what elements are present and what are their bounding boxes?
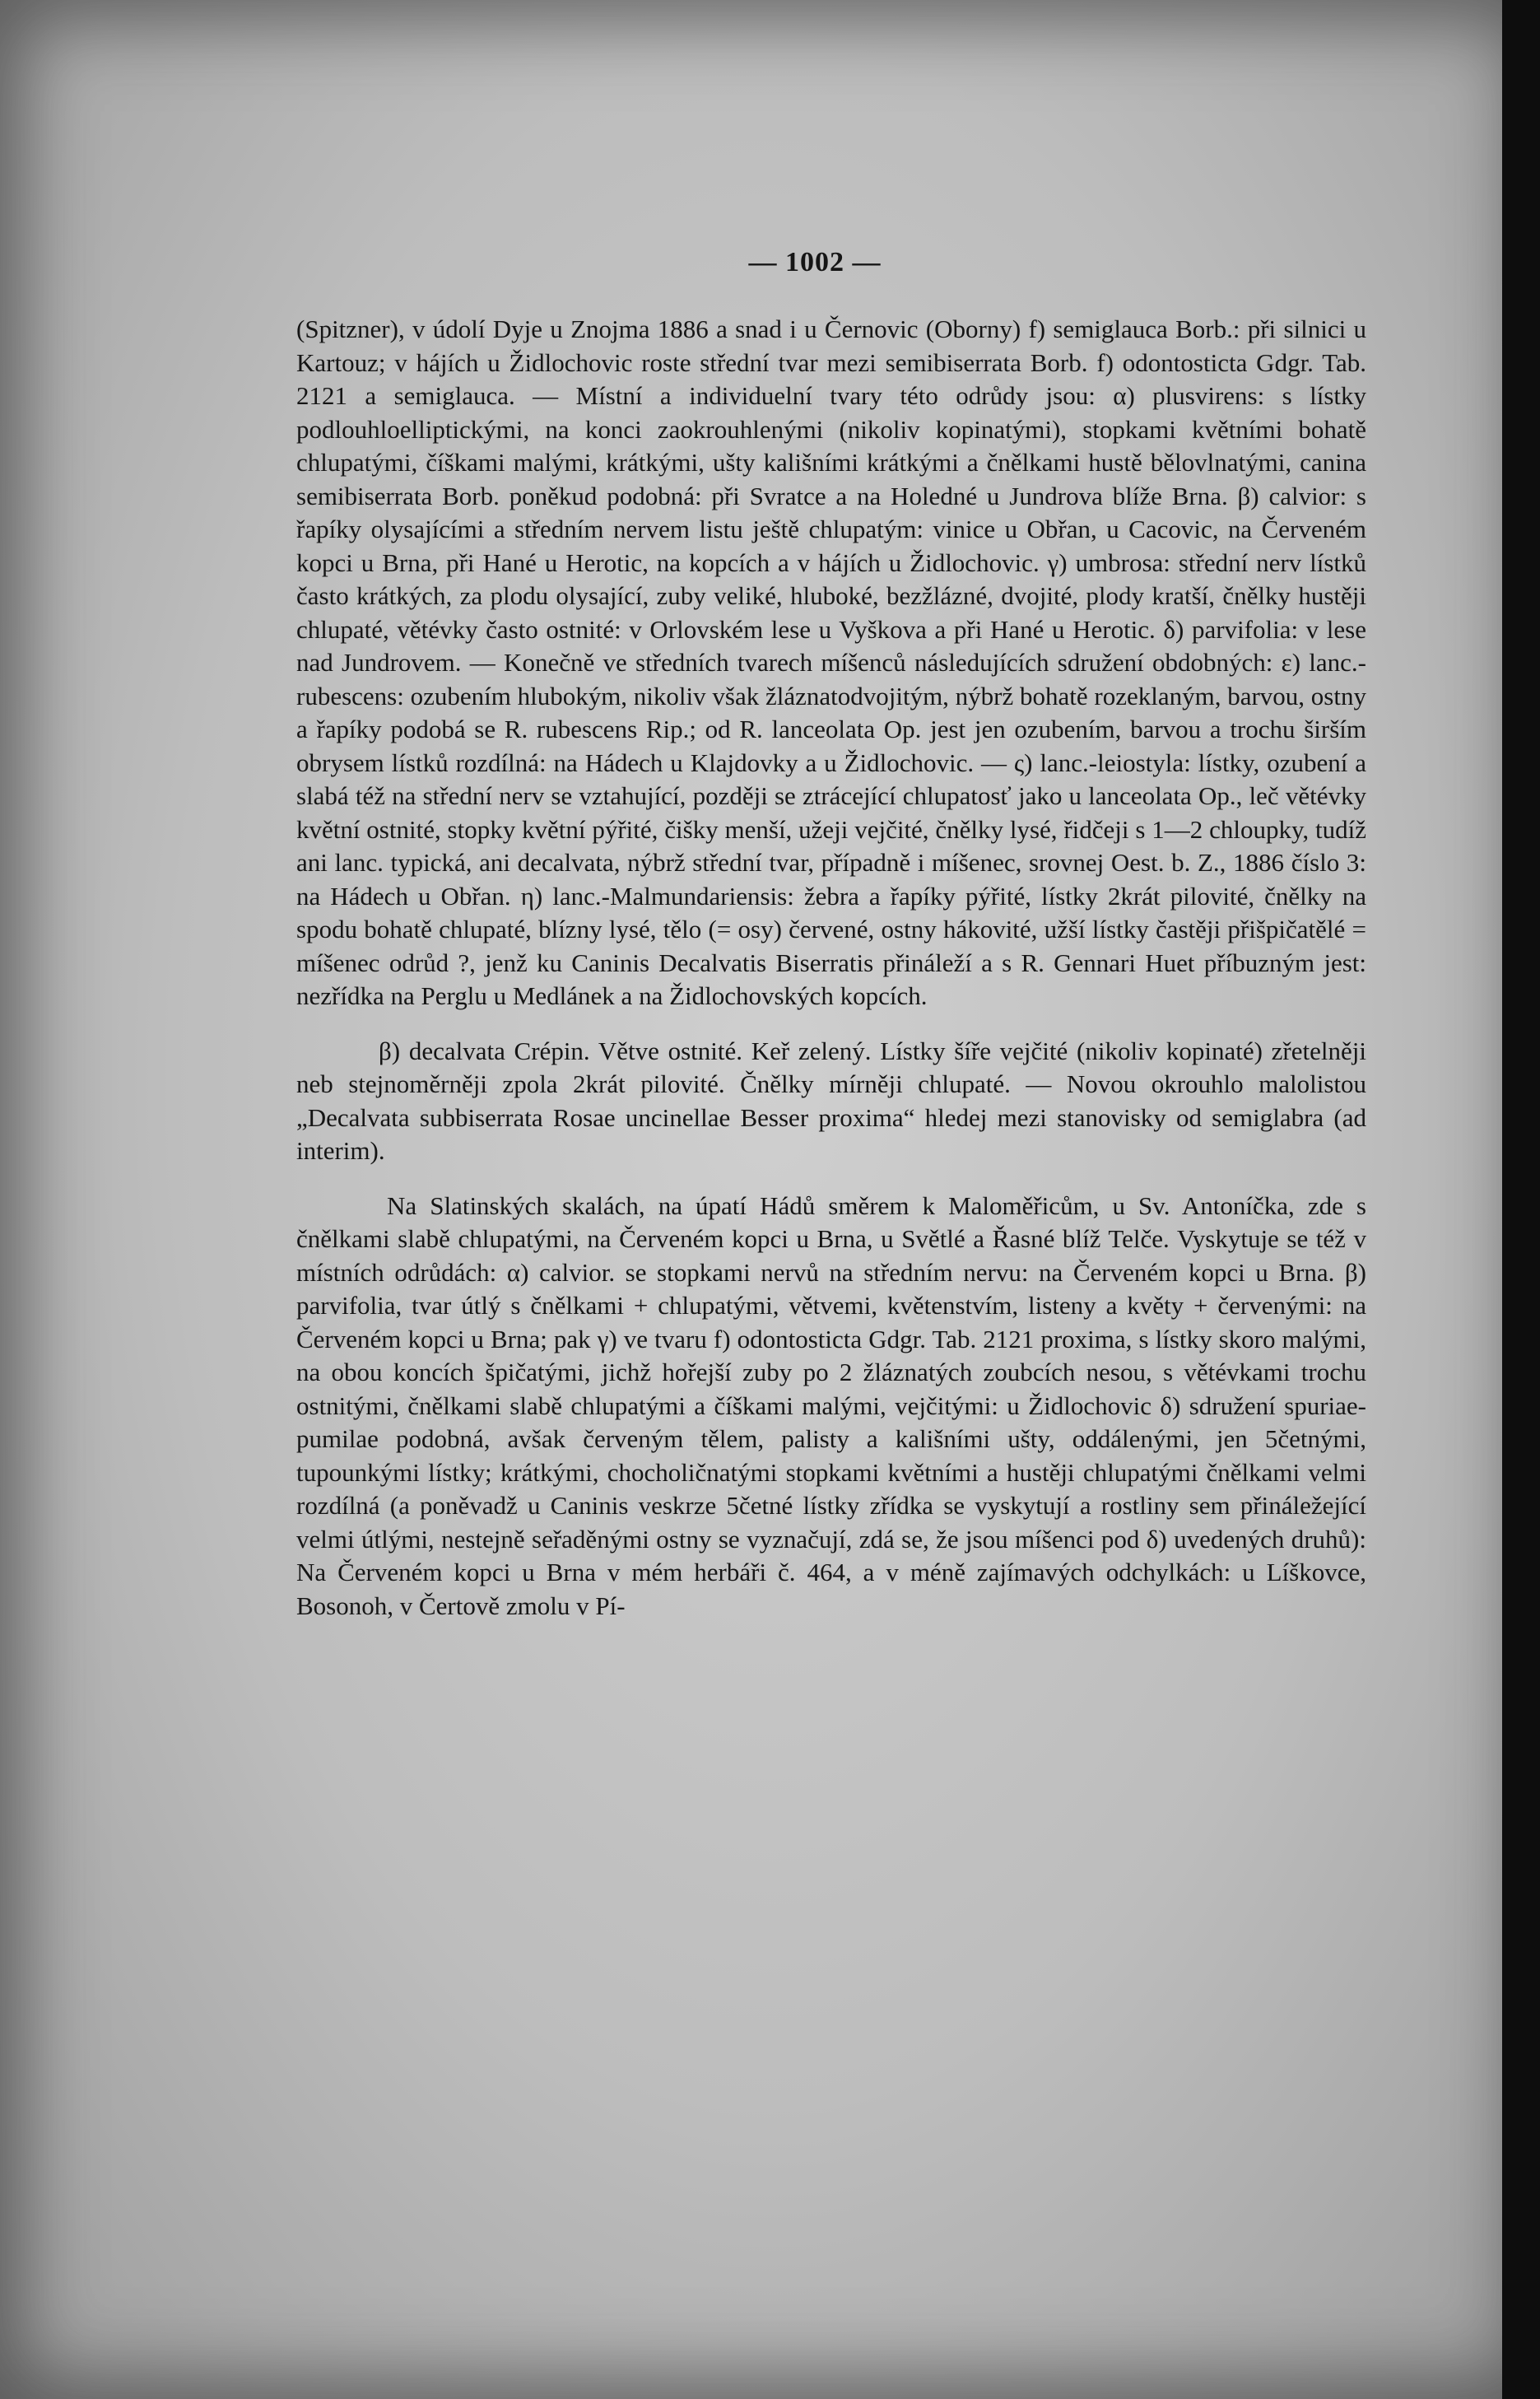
paragraph-2: β) decalvata Crépin. Větve ostnité. Keř zelený. Lístky šíře vejčité (nikoliv kopinaté) zřetelněji neb stejnoměrněji zpola 2krát pilovité. Čnělky mírněji chlupaté. — Novou okrouhlo malolistou „Decalvata subbiserrata Rosae uncinellae Besser proxima“ hledej mezi stanovisky od semiglabra (ad interim). xyxy=(296,1036,1366,1165)
scan-right-border xyxy=(1502,0,1540,2399)
paragraph-1: (Spitzner), v údolí Dyje u Znojma 1886 a snad i u Černovic (Oborny) f) semiglauca Borb.: při silnici u Kartouz; v hájích u Židlochovic roste střední tvar mezi semibiserrata Borb. f) odontosticta Gdgr. Tab. 2121 a semiglauca. — Místní a individuelní tvary této odrůdy jsou: α) plusvirens: s lístky podlouhloelliptickými, na konci zaokrouhlenými (nikoliv kopinatými), stopkami květními bohatě chlupatými, číškami malými, krátkými, ušty kališními krátkými a čnělkami hustě bělovlnatými, canina semibiserrata Borb. poněkud podobná: při Svratce a na Holedné u Jundrova blíže Brna. β) calvior: s řapíky olysajícími a středním nervem listu ještě chlupatým: vinice u Obřan, u Cacovic, na Červeném kopci u Brna, při Hané u Herotic, na kopcích a v hájích u Židlochovic. γ) umbrosa: střední nerv lístků často krátkých, za plodu olysající, zuby veliké, hluboké, bezžlázné, dvojité, plody kratší, čnělky hustěji chlupaté, větévky často ostnité: v Orlovském lese u Vyškova a při Hané u Herotic. δ) parvifolia: v lese nad Jundrovem. — Konečně ve středních tvarech míšenců následujících sdružení obdobných: ε) lanc.-rubescens: ozubením hlubokým, nikoliv však žláznatodvojitým, nýbrž bohatě rozeklaným, barvou, ostny a řapíky podobá se R. rubescens Rip.; od R. lanceolata Op. jest jen ozubením, barvou a trochu širším obrysem lístků rozdílná: na Hádech u Klajdovky a u Židlochovic. — ς) lanc.-leiostyla: lístky, ozubení a slabá též na střední nerv se vztahující, později se ztrácející chlupatosť jako u lanceolata Op., leč větévky květní ostnité, stopky květní pýřité, čišky menší, užeji vejčité, čnělky lysé, řidčeji s 1—2 chloupky, tudíž ani lanc. typická, ani decalvata, nýbrž střední tvar, případně i míšenec, srovnej Oest. b. Z., 1886 číslo 3: na Hádech u Obřan. η) lanc.-Malmundariensis: žebra a řapíky pýřité, lístky 2krát pilovité, čnělky na spodu bohatě chlupaté, blízny lysé, tělo (= osy) červené, ostny hákovité, užší lístky častěji přišpičatělé = míšenec odrůd ?, jenž ku Caninis Decalvatis Biserratis přináleží a s R. Gennari Huet příbuzným jest: nezřídka na Perglu u Medlánek a na Židlochovských kopcích. xyxy=(296,314,1366,1010)
document-page xyxy=(247,214,1383,2322)
body-text xyxy=(296,313,1366,1644)
paragraph-3: Na Slatinských skalách, na úpatí Hádů směrem k Maloměřicům, u Sv. Antoníčka, zde s čnělkami slabě chlupatými, na Červeném kopci u Brna, u Světlé a Řasné blíž Telče. Vyskytuje se též v místních odrůdách: α) calvior. se stopkami nervů na středním nervu: na Červeném kopci u Brna. β) parvifolia, tvar útlý s čnělkami + chlupatými, větvemi, květenstvím, listeny a květy + červenými: na Červeném kopci u Brna; pak γ) ve tvaru f) odontosticta Gdgr. Tab. 2121 proxima, s lístky skoro malými, na obou koncích špičatými, jichž hořejší zuby po 2 žláznatých zoubcích nesou, s větévkami trochu ostnitými, čnělkami slabě chlupatými a číškami malými, vejčitými: u Židlochovic δ) sdružení spuriae-pumilae podobná, avšak červeným tělem, palisty a kališními ušty, oddálenými, jen 5četnými, tupounkými lístky; krátkými, chocholičnatými stopkami květními a hustěji chlupatými čnělkami velmi rozdílná (a poněvadž u Caninis veskrze 5četné lístky zřídka se vyskytují a rostliny sem přináležející velmi útlými, nestejně seřaděnými ostny se vyznačují, zdá se, že jsou míšenci pod δ) uvedených druhů): Na Červeném kopci u Brna v mém herbáři č. 464, a v méně zajímavých odchylkách: u Líškovce, Bosonoh, v Čertově zmolu v Pí- xyxy=(296,1190,1366,1620)
page-number: — 1002 — xyxy=(748,247,882,277)
